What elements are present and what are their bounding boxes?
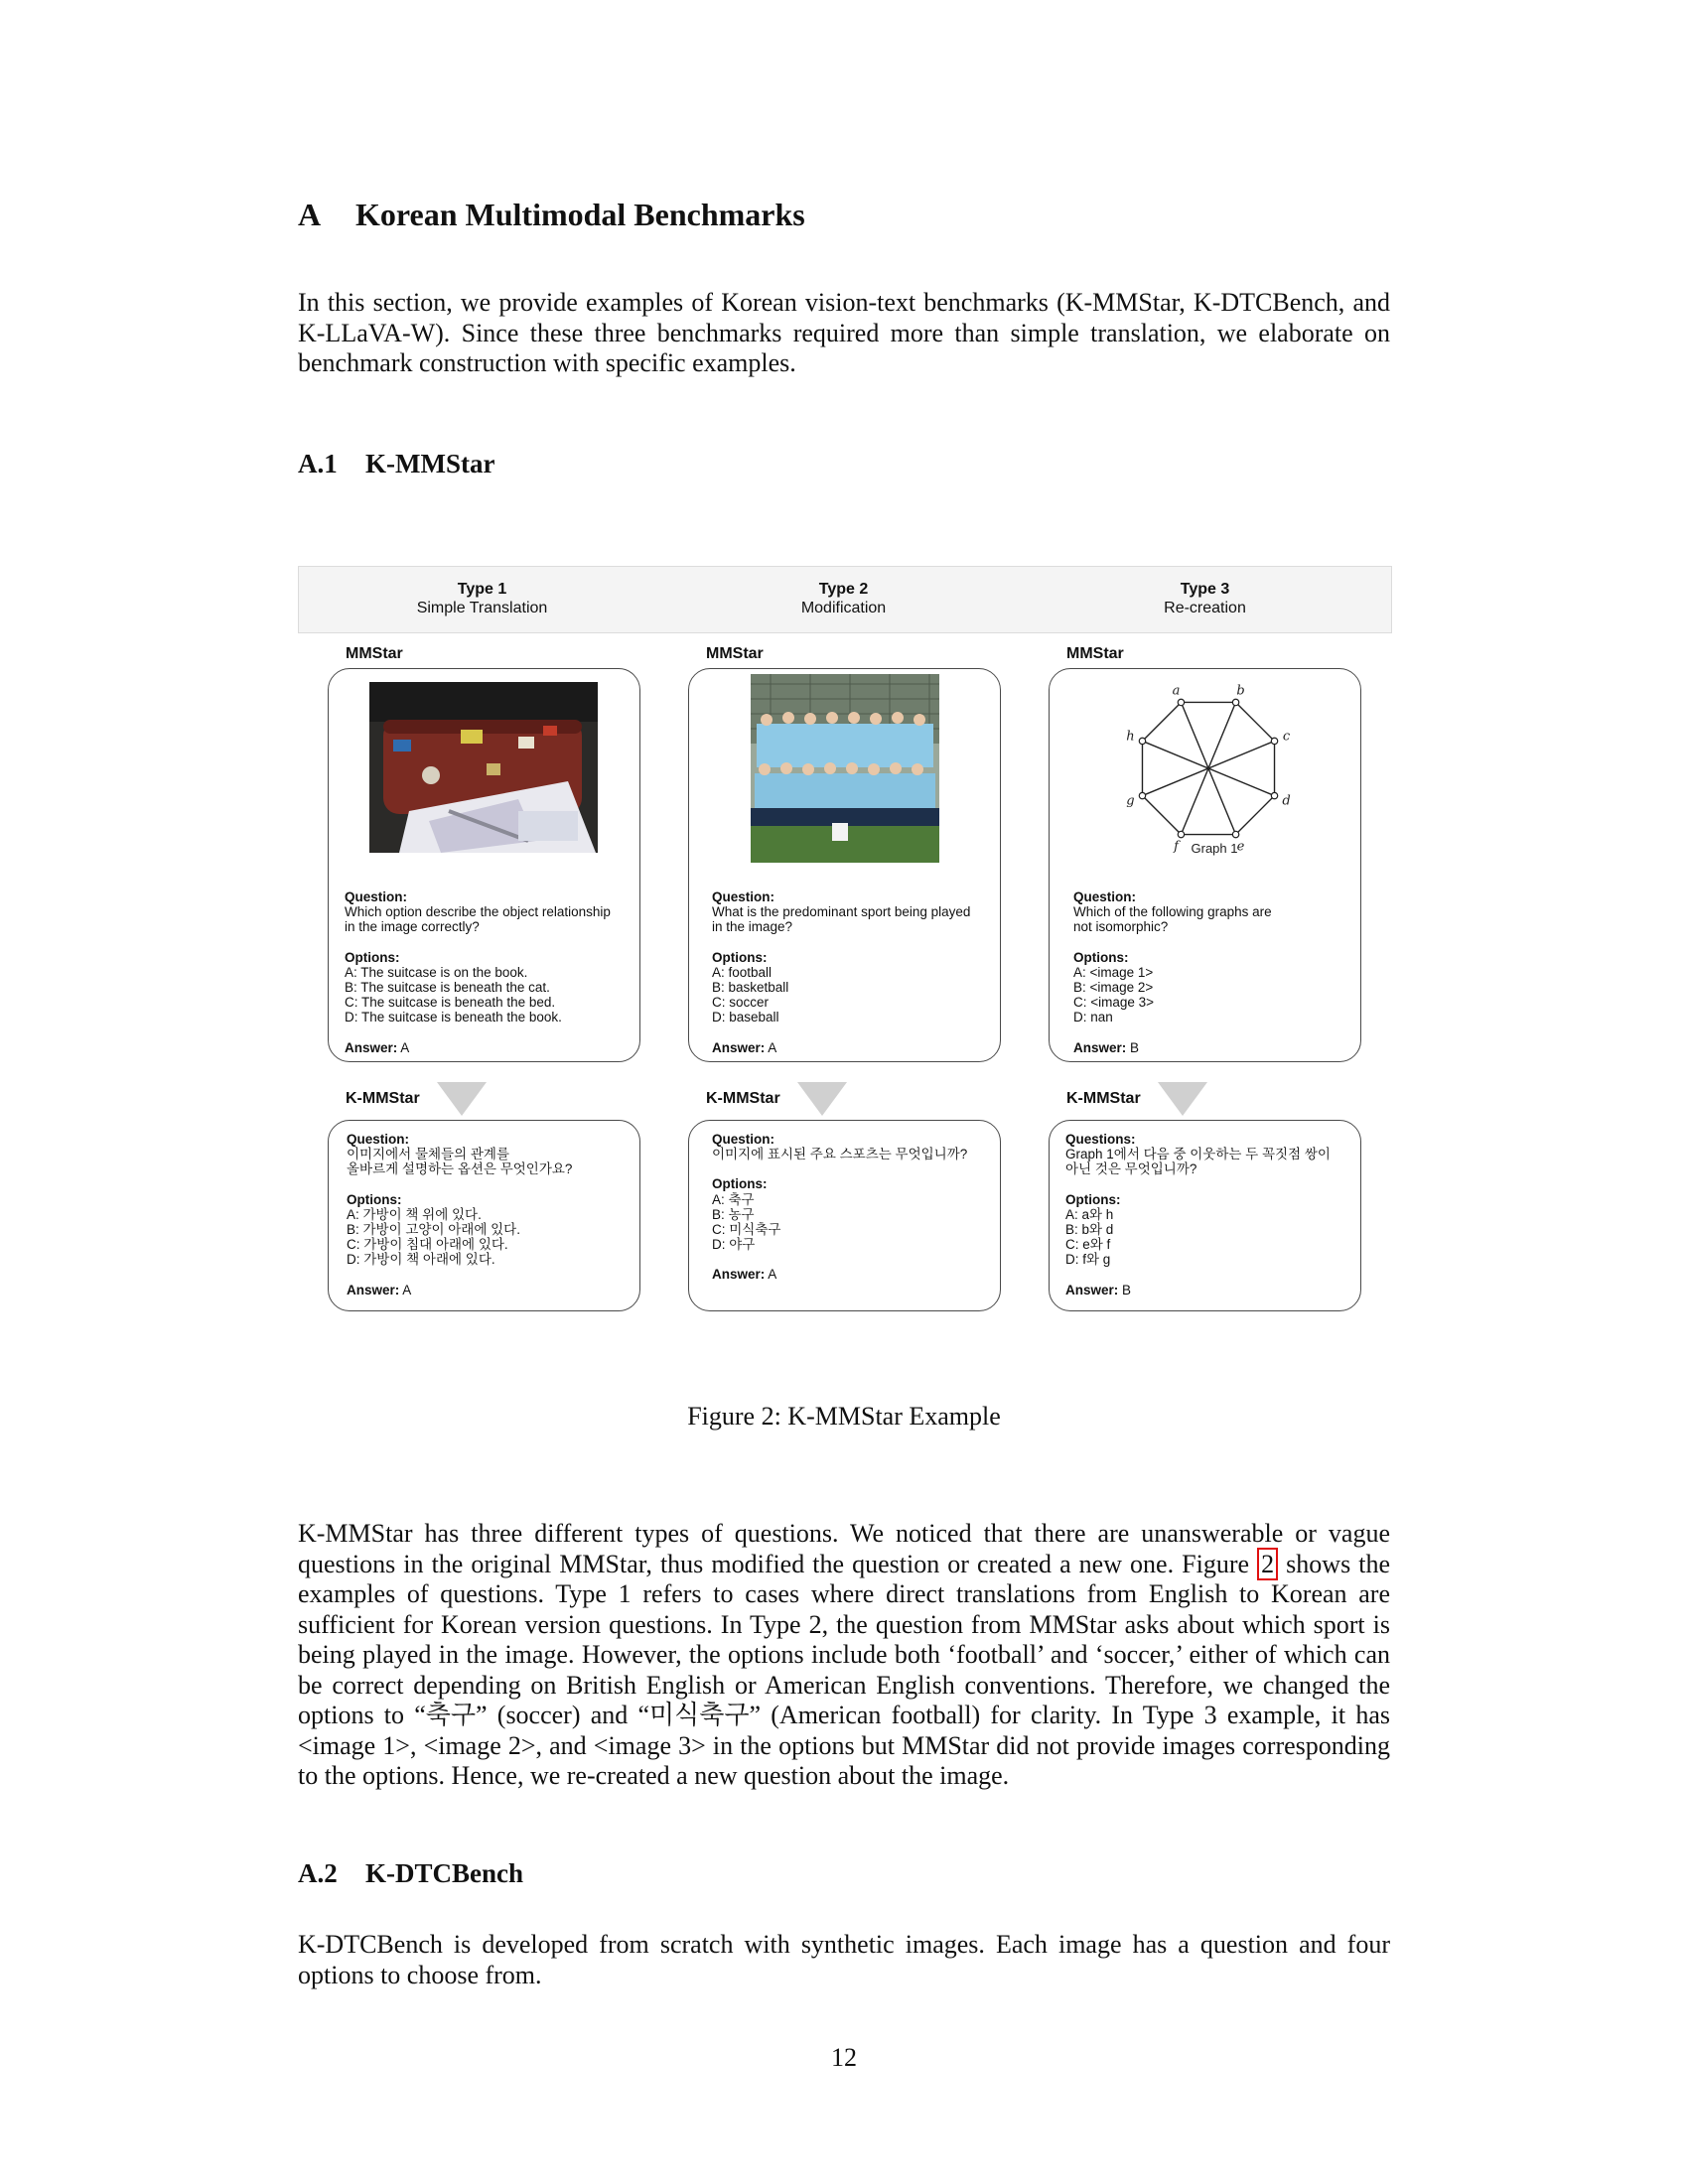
- kmmstar-label: K-MMStar: [706, 1090, 780, 1107]
- question-line: Which option describe the object relationship: [345, 904, 611, 920]
- subsection-number: A.2: [298, 1858, 338, 1888]
- paragraph-text: K-MMStar has three different types of questions. We noticed that there are unanswerable or vague questions in the original MMStar, thus modified the question or created a new one. Figure: [298, 1519, 1390, 1578]
- answer-value: A: [402, 1282, 412, 1297]
- question-label: Question:: [345, 889, 407, 904]
- subsection-title: K-DTCBench: [365, 1858, 524, 1888]
- graph-vertex: [1232, 831, 1238, 837]
- option-item: D: 야구: [712, 1237, 756, 1253]
- original-qa-text: [345, 889, 633, 1055]
- answer-label: Answer:: [1065, 1282, 1119, 1297]
- option-item: D: baseball: [712, 1010, 779, 1025]
- kmmstar-label: K-MMStar: [1066, 1090, 1141, 1107]
- graph-vertex: [1139, 738, 1145, 744]
- option-item: B: b와 d: [1065, 1222, 1114, 1238]
- figure-caption: Figure 2: K-MMStar Example: [687, 1402, 1001, 1431]
- suitcase-photo: [369, 682, 598, 853]
- graph-vertex: [1271, 792, 1277, 798]
- options-label: Options:: [345, 949, 400, 965]
- question-label: Question:: [712, 1132, 774, 1147]
- type-column: [1025, 580, 1385, 617]
- options-label: Options:: [1073, 949, 1129, 965]
- answer-line: [345, 1040, 633, 1055]
- question-line: in the image?: [712, 919, 793, 935]
- team-photo: [751, 674, 939, 863]
- questions-label: Questions:: [1065, 1132, 1136, 1147]
- graph-vertex-label: a: [1172, 683, 1181, 699]
- answer-line: [1065, 1283, 1355, 1297]
- answer-line: [347, 1283, 634, 1297]
- answer-label: Answer:: [345, 1039, 398, 1055]
- kdtcbench-paragraph: K-DTCBench is developed from scratch with synthetic images. Each image has a question and four options to choose from.: [298, 1930, 1390, 1989]
- option-item: D: The suitcase is beneath the book.: [345, 1010, 562, 1025]
- graph-vertex: [1178, 831, 1184, 837]
- question-line: What is the predominant sport being played: [712, 904, 971, 920]
- original-qa-text: [1073, 889, 1356, 1055]
- options-label: Options:: [1065, 1191, 1121, 1207]
- answer-value: B: [1122, 1282, 1132, 1297]
- options-label: Options:: [712, 1176, 768, 1192]
- question-line: 올바르게 설명하는 옵션은 무엇인가요?: [347, 1161, 573, 1177]
- graph-edges: [1142, 702, 1274, 834]
- question-line: not isomorphic?: [1073, 919, 1169, 935]
- subsection-number: A.1: [298, 449, 338, 478]
- korean-qa-text: [712, 1132, 995, 1283]
- option-item: A: football: [712, 964, 773, 980]
- question-line: 아닌 것은 무엇입니까?: [1065, 1161, 1197, 1177]
- answer-line: [1073, 1040, 1356, 1055]
- option-item: C: <image 3>: [1073, 995, 1155, 1011]
- korean-card: [328, 1120, 640, 1311]
- graph-vertex-label: d: [1282, 793, 1291, 809]
- graph-vertex: [1139, 792, 1145, 798]
- original-card: [688, 668, 1001, 1062]
- type-title: Type 1: [457, 581, 507, 598]
- octagon-graph-diagram: [1109, 674, 1308, 863]
- question-label: Question:: [1073, 889, 1136, 904]
- type-title: Type 3: [1180, 581, 1230, 598]
- down-arrow-icon: [437, 1082, 487, 1116]
- graph-vertex: [1271, 738, 1277, 744]
- type-column: [663, 580, 1024, 617]
- answer-value: A: [768, 1267, 777, 1283]
- option-item: D: f와 g: [1065, 1252, 1111, 1268]
- option-item: C: 미식축구: [712, 1222, 781, 1238]
- subsection-heading-1: [298, 449, 494, 479]
- graph-vertex-label: h: [1126, 729, 1135, 745]
- type-header-bar: [298, 566, 1392, 633]
- answer-value: A: [768, 1039, 777, 1055]
- question-line: 이미지에서 물체들의 관계를: [347, 1147, 509, 1162]
- option-item: C: The suitcase is beneath the bed.: [345, 995, 556, 1011]
- kmmstar-paragraph: [298, 1519, 1390, 1792]
- original-card: [328, 668, 640, 1062]
- graph-vertex: [1232, 699, 1238, 705]
- mmstar-label: MMStar: [346, 645, 403, 662]
- option-item: D: nan: [1073, 1010, 1113, 1025]
- type-label: Simple Translation: [416, 600, 548, 616]
- section-title: Korean Multimodal Benchmarks: [355, 197, 805, 232]
- answer-label: Answer:: [1073, 1039, 1127, 1055]
- option-item: A: <image 1>: [1073, 964, 1154, 980]
- answer-label: Answer:: [712, 1039, 766, 1055]
- answer-value: A: [400, 1039, 410, 1055]
- option-item: B: basketball: [712, 980, 789, 996]
- korean-card: [1049, 1120, 1361, 1311]
- question-label: Question:: [712, 889, 774, 904]
- option-item: C: e와 f: [1065, 1237, 1111, 1253]
- option-item: A: 가방이 책 위에 있다.: [347, 1206, 482, 1222]
- options-label: Options:: [347, 1191, 402, 1207]
- option-item: A: a와 h: [1065, 1206, 1114, 1222]
- question-line: Graph 1에서 다음 중 이웃하는 두 꼭짓점 쌍이: [1065, 1147, 1331, 1162]
- question-line: Which of the following graphs are: [1073, 904, 1272, 920]
- options-label: Options:: [712, 949, 768, 965]
- figure-kmmstar: [298, 566, 1390, 1320]
- figure-reference-link[interactable]: 2: [1257, 1548, 1278, 1580]
- graph-vertex: [1178, 699, 1184, 705]
- option-item: C: soccer: [712, 995, 770, 1011]
- section-number: A: [298, 197, 322, 232]
- answer-label: Answer:: [347, 1282, 400, 1297]
- option-item: A: 축구: [712, 1191, 755, 1207]
- option-item: B: 가방이 고양이 아래에 있다.: [347, 1222, 520, 1238]
- option-item: D: 가방이 책 아래에 있다.: [347, 1252, 495, 1268]
- question-line: in the image correctly?: [345, 919, 480, 935]
- subsection-heading-2: [298, 1858, 523, 1889]
- graph-edge: [1236, 796, 1275, 835]
- page-number: 12: [831, 2043, 857, 2072]
- answer-label: Answer:: [712, 1267, 766, 1283]
- option-item: B: <image 2>: [1073, 980, 1154, 996]
- graph-vertex-label: e: [1236, 839, 1245, 855]
- graph-vertex-label: g: [1126, 793, 1135, 809]
- graph-vertex-label: b: [1236, 683, 1245, 699]
- graph-edge: [1236, 702, 1275, 741]
- section-heading: [298, 197, 805, 233]
- graph-caption: Graph 1: [1191, 841, 1238, 856]
- graph-edge: [1142, 702, 1181, 741]
- answer-line: [712, 1267, 995, 1282]
- type-label: Re-creation: [1164, 600, 1246, 616]
- answer-value: B: [1130, 1039, 1140, 1055]
- kmmstar-label: K-MMStar: [346, 1090, 420, 1107]
- option-item: B: The suitcase is beneath the cat.: [345, 980, 550, 996]
- intro-paragraph: In this section, we provide examples of Korean vision-text benchmarks (K-MMStar, K-DTCBench, and K-LLaVA-W). Since these three benchmarks required more than simple translation, we elaborate on benchmark construction with specific examples.: [298, 288, 1390, 377]
- mmstar-label: MMStar: [706, 645, 764, 662]
- type-column: [302, 580, 662, 617]
- mmstar-label: MMStar: [1066, 645, 1124, 662]
- question-line: 이미지에 표시된 주요 스포츠는 무엇입니까?: [712, 1147, 968, 1162]
- graph-vertex-label: c: [1282, 729, 1291, 745]
- type-title: Type 2: [818, 581, 869, 598]
- paragraph-text: shows the examples of questions. Type 1 refers to cases where direct translations from English to Korean are sufficient for Korean version questions. In Type 2, the question from MMStar asks about which sport is being played in the image. However, the options include both ‘football’ and ‘soccer,’ either of which can be correct depending on British English or American English conventions. Therefore, we changed the options to “축구” (soccer) and “미식축구” (American football) for clarity. In Type 3 example, it has <image 1>, <image 2>, and <image 3> in the options but MMStar did not provide images corresponding to the options. Hence, we re-created a new question about the image.: [298, 1549, 1391, 1790]
- subsection-title: K-MMStar: [365, 449, 495, 478]
- answer-line: [712, 1040, 995, 1055]
- korean-qa-text: [1065, 1132, 1355, 1297]
- option-item: B: 농구: [712, 1206, 755, 1222]
- original-qa-text: [712, 889, 995, 1055]
- korean-qa-text: [347, 1132, 634, 1297]
- graph-edge: [1142, 796, 1181, 835]
- option-item: A: The suitcase is on the book.: [345, 964, 528, 980]
- original-card: [1049, 668, 1361, 1062]
- graph-vertex-label: f: [1174, 839, 1179, 855]
- down-arrow-icon: [797, 1082, 847, 1116]
- down-arrow-icon: [1158, 1082, 1207, 1116]
- korean-card: [688, 1120, 1001, 1311]
- option-item: C: 가방이 침대 아래에 있다.: [347, 1237, 508, 1253]
- type-label: Modification: [800, 600, 887, 616]
- question-label: Question:: [347, 1132, 409, 1147]
